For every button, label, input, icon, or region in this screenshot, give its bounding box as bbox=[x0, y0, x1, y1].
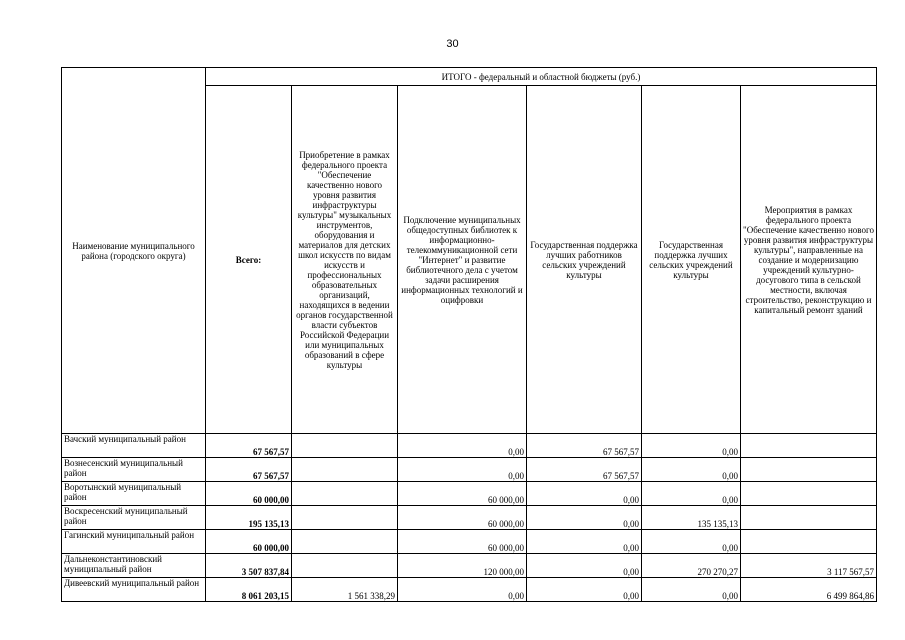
libraries-cell: 60 000,00 bbox=[398, 506, 527, 530]
table-row bbox=[62, 434, 877, 458]
cultural-centers-cell bbox=[741, 458, 877, 482]
total-cell: 60 000,00 bbox=[206, 482, 292, 506]
cultural-centers-cell bbox=[741, 530, 877, 554]
libraries-cell: 0,00 bbox=[398, 434, 527, 458]
municipality-name-cell: Гагинский муниципальный район bbox=[62, 530, 206, 554]
municipality-name-cell: Воротынский муниципальный район bbox=[62, 482, 206, 506]
libraries-cell: 0,00 bbox=[398, 578, 527, 602]
libraries-cell: 120 000,00 bbox=[398, 554, 527, 578]
institutions-support-cell: 135 135,13 bbox=[642, 506, 741, 530]
libraries-cell: 0,00 bbox=[398, 458, 527, 482]
municipality-name-cell: Вознесенский муниципальный район bbox=[62, 458, 206, 482]
table-row bbox=[62, 578, 877, 602]
total-header: Всего: bbox=[206, 86, 292, 434]
instruments-cell bbox=[292, 506, 398, 530]
cultural-centers-cell bbox=[741, 434, 877, 458]
table-row bbox=[62, 530, 877, 554]
cultural-centers-cell: 3 117 567,57 bbox=[741, 554, 877, 578]
workers-support-cell: 0,00 bbox=[527, 554, 642, 578]
table-row bbox=[62, 506, 877, 530]
total-cell: 8 061 203,15 bbox=[206, 578, 292, 602]
workers-support-cell: 0,00 bbox=[527, 482, 642, 506]
table-row bbox=[62, 554, 877, 578]
column-header-cultural-centers: Мероприятия в рамках федерального проекта "Обеспечение качественно нового уровня развития инфраструктуры культуры", направленные на создание и модернизацию учреждений культурно-досугового типа в сельской местности, включая строительство, реконструкцию и капитальный ремонт зданий bbox=[741, 86, 877, 434]
budget-group-header: ИТОГО - федеральный и областной бюджеты (руб.) bbox=[206, 68, 877, 86]
instruments-cell bbox=[292, 482, 398, 506]
institutions-support-cell: 270 270,27 bbox=[642, 554, 741, 578]
instruments-cell bbox=[292, 458, 398, 482]
instruments-cell bbox=[292, 530, 398, 554]
workers-support-cell: 0,00 bbox=[527, 530, 642, 554]
workers-support-cell: 0,00 bbox=[527, 506, 642, 530]
municipality-name-cell: Дивеевский муниципальный район bbox=[62, 578, 206, 602]
cultural-centers-cell bbox=[741, 482, 877, 506]
total-cell: 67 567,57 bbox=[206, 458, 292, 482]
table-row bbox=[62, 482, 877, 506]
municipality-name-cell: Дальнеконстантиновский муниципальный район bbox=[62, 554, 206, 578]
column-header-workers-support: Государственная поддержка лучших работников сельских учреждений культуры bbox=[527, 86, 642, 434]
column-header-instruments: Приобретение в рамках федерального проекта "Обеспечение качественно нового уровня развития инфраструктуры культуры" музыкальных инструментов, оборудования и материалов для детских школ искусств по видам искусств и профессиональных образовательных организаций, находящихся в ведении органов государственной власти субъектов Российской Федерации или муниципальных образований в сфере культуры bbox=[292, 86, 398, 434]
municipality-name-header: Наименование муниципального района (городского округа) bbox=[62, 68, 206, 434]
institutions-support-cell: 0,00 bbox=[642, 530, 741, 554]
municipality-name-cell: Вачский муниципальный район bbox=[62, 434, 206, 458]
total-cell: 3 507 837,84 bbox=[206, 554, 292, 578]
budget-table bbox=[61, 67, 877, 602]
table-body bbox=[62, 434, 877, 602]
cultural-centers-cell bbox=[741, 506, 877, 530]
libraries-cell: 60 000,00 bbox=[398, 530, 527, 554]
total-cell: 195 135,13 bbox=[206, 506, 292, 530]
institutions-support-cell: 0,00 bbox=[642, 458, 741, 482]
institutions-support-cell: 0,00 bbox=[642, 482, 741, 506]
instruments-cell: 1 561 338,29 bbox=[292, 578, 398, 602]
page-number: 30 bbox=[446, 38, 459, 50]
workers-support-cell: 67 567,57 bbox=[527, 434, 642, 458]
column-header-libraries: Подключение муниципальных общедоступных библиотек к информационно-телекоммуникационной сети "Интернет" и развитие библиотечного дела с учетом задачи расширения информационных технологий и оцифровки bbox=[398, 86, 527, 434]
workers-support-cell: 67 567,57 bbox=[527, 458, 642, 482]
total-cell: 60 000,00 bbox=[206, 530, 292, 554]
instruments-cell bbox=[292, 434, 398, 458]
workers-support-cell: 0,00 bbox=[527, 578, 642, 602]
institutions-support-cell: 0,00 bbox=[642, 434, 741, 458]
cultural-centers-cell: 6 499 864,86 bbox=[741, 578, 877, 602]
institutions-support-cell: 0,00 bbox=[642, 578, 741, 602]
libraries-cell: 60 000,00 bbox=[398, 482, 527, 506]
instruments-cell bbox=[292, 554, 398, 578]
table-row bbox=[62, 458, 877, 482]
total-cell: 67 567,57 bbox=[206, 434, 292, 458]
municipality-name-cell: Воскресенский муниципальный район bbox=[62, 506, 206, 530]
column-header-institutions-support: Государственная поддержка лучших сельских учреждений культуры bbox=[642, 86, 741, 434]
